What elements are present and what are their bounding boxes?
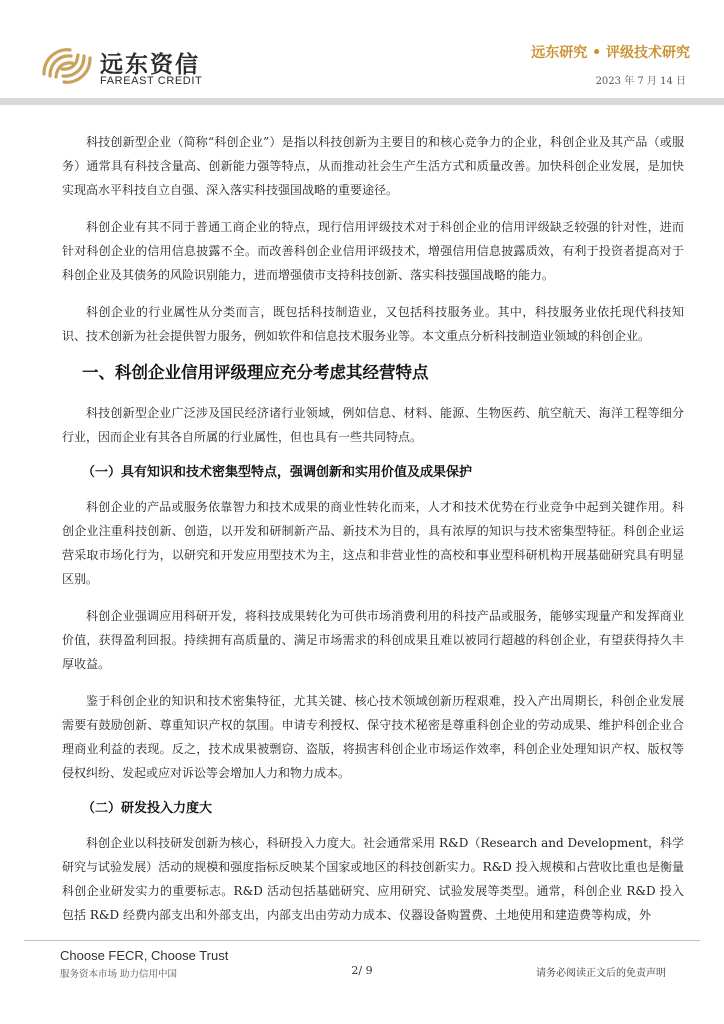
intro-paragraph: 科创企业的行业属性从分类而言，既包括科技制造业，又包括科技服务业。其中，科技服务业依托现代科技知识、技术创新为社会提供智力服务，例如软件和信息技术服务业等。本文重点分析科技制造业领域的科创企业。 bbox=[62, 305, 684, 343]
page-number: 2/ 9 bbox=[351, 964, 373, 977]
body-paragraph: 鉴于科创企业的知识和技术密集特征，尤其关键、核心技术领域创新历程艰难，投入产出周期长，科创企业发展需要有鼓励创新、尊重知识产权的氛围。申请专利授权、保守技术秘密是尊重科创企业的劳动成果、维护科创企业合理商业利益的表现。反之，技术成果被剽窃、盗版，将损害科创企业市场运作效率，科创企业处理知识产权、版权等侵权纠纷、发起或应对诉讼等会增加人力和物力成本。 bbox=[62, 694, 684, 780]
logo-chinese-name: 远东资信 bbox=[100, 52, 200, 78]
body-paragraph: 科创企业强调应用科研开发，将科技成果转化为可供市场消费利用的科技产品或服务，能够实现量产和发挥商业价值，获得盈利回报。持续拥有高质量的、满足市场需求的科创成果且难以被同行超越的科创企业，有望获得持久丰厚收益。 bbox=[62, 609, 684, 671]
footer-disclaimer: 请务必阅读正文后的免责声明 bbox=[536, 968, 666, 979]
footer-divider bbox=[24, 940, 700, 941]
page-footer bbox=[0, 940, 724, 1024]
section-intro-paragraph: 科技创新型企业广泛涉及国民经济诸行业领域，例如信息、材料、能源、生物医药、航空航天、海洋工程等细分行业，因而企业有其各自所属的行业属性，但也具有一些共同特点。 bbox=[62, 406, 684, 444]
intro-paragraph: 科技创新型企业（简称“科创企业”）是指以科技创新为主要目的和核心竞争力的企业，科创企业及其产品（或服务）通常具有科技含量高、创新能力强等特点，从而推动社会生产生活方式和质量改善。加快科创企业发展，是加快实现高水平科技自立自强、深入落实科技强国战略的重要途径。 bbox=[62, 135, 684, 197]
intro-paragraph: 科创企业有其不同于普通工商企业的特点，现行信用评级技术对于科创企业的信用评级缺乏较强的针对性，进而针对科创企业的信用信息披露不全。而改善科创企业信用评级技术，增强信用信息披露质效，有利于投资者提高对于科创企业及其债务的风险识别能力，进而增强债市支持科技创新、落实科技强国战略的能力。 bbox=[62, 220, 684, 282]
footer-slogan: Choose FECR, Choose Trust bbox=[60, 948, 229, 963]
report-date: 2023 年 7 月 14 日 bbox=[595, 76, 686, 87]
document-body bbox=[62, 130, 684, 940]
body-paragraph: 科创企业以科技研发创新为核心，科研投入力度大。社会通常采用 R&D（Research and Development，科学研究与试验发展）活动的规模和强度指标反映某个国家或地区的科技创新实力。R&D 投入规模和占营收比重也是衡量科创企业研发实力的重要标志。R&D 活动包括基础研究、应用研究、试验发展等类型。通常，科创企业 R&D 投入包括 R&D 经费内部支出和外部支出，内部支出由劳动力成本、仪器设备购置费、土地使用和建造费等构成，外 bbox=[62, 836, 684, 922]
page-header bbox=[0, 0, 724, 108]
report-series-title: 远东研究 • 评级技术研究 bbox=[531, 45, 690, 61]
fareast-logo-icon bbox=[40, 44, 94, 90]
section-heading-1: 一、科创企业信用评级理应充分考虑其经营特点 bbox=[82, 363, 429, 382]
subsection-heading-1: （一）具有知识和技术密集型特点，强调创新和实用价值及成果保护 bbox=[82, 465, 473, 480]
body-paragraph: 科创企业的产品或服务依靠智力和技术成果的商业性转化而来，人才和技术优势在行业竞争中起到关键作用。科创企业注重科技创新、创造，以开发和研制新产品、新技术为目的，具有浓厚的知识与技术密集型特征。科创企业运营采取市场化行为，以研究和开发应用型技术为主，这点和非营业性的高校和事业型科研机构开展基础研究具有明显区别。 bbox=[62, 500, 684, 586]
company-logo bbox=[40, 44, 280, 94]
footer-tagline: 服务资本市场 助力信用中国 bbox=[60, 969, 178, 980]
subsection-heading-2: （二）研发投入力度大 bbox=[82, 801, 213, 816]
logo-english-name: FAREAST CREDIT bbox=[100, 75, 203, 87]
header-divider-bar bbox=[0, 98, 724, 105]
